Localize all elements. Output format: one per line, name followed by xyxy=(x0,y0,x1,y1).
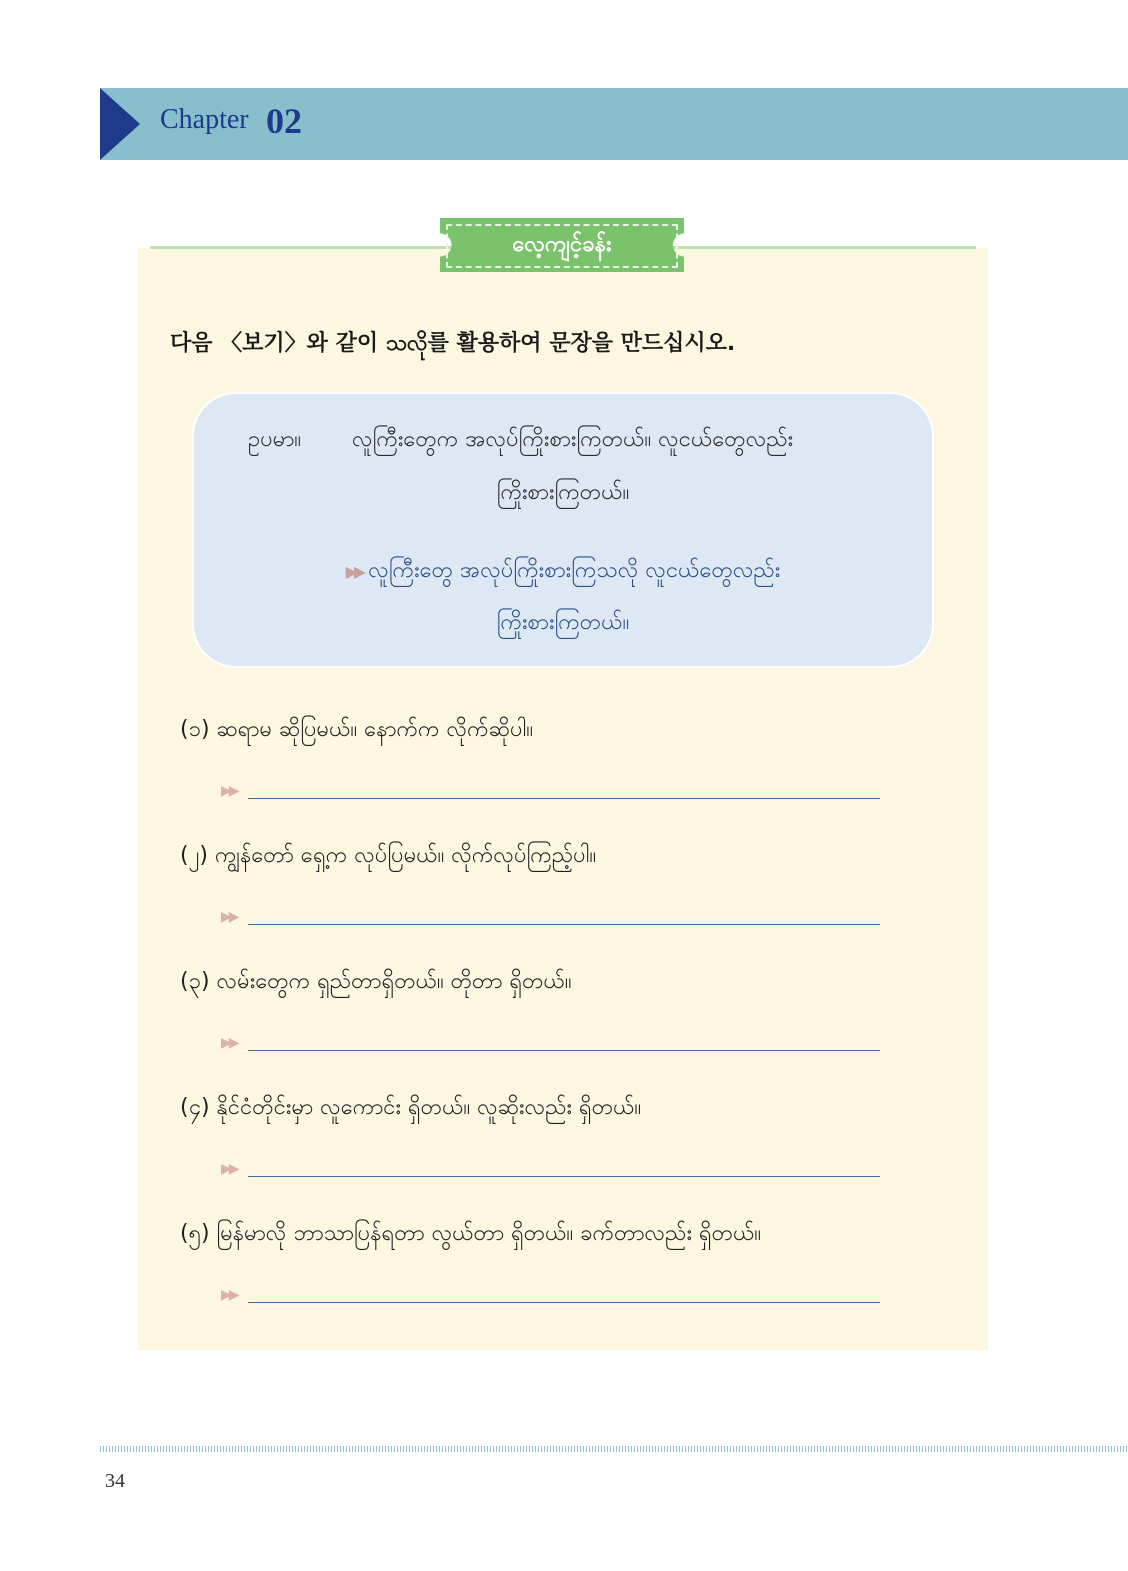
example-sentence-line1: လူကြီးတွေက အလုပ်ကြိုးစားကြတယ်။ လူငယ်တွေလည်း xyxy=(352,427,794,452)
question-3: (၃) လမ်းတွေက ရှည်တာရှိတယ်။ တိုတာ ရှိတယ်။ xyxy=(180,969,572,994)
question-4: (၄) နိုင်ငံတိုင်းမှာ လူကောင်း ရှိတယ်။ လူဆိုးလည်း ရှိတယ်။ xyxy=(180,1095,642,1120)
footer-dotted-rule xyxy=(100,1446,1128,1452)
example-answer-text1: လူကြီးတွေ အလုပ်ကြိုးစားကြသလို လူငယ်တွေလည်း xyxy=(368,558,781,583)
question-1: (၁) ဆရာမ ဆိုပြမယ်။ နောက်က လိုက်ဆိုပါ။ xyxy=(180,717,533,742)
chapter-arrow-icon xyxy=(100,88,140,160)
double-arrow-icon: ▶▶ xyxy=(221,1287,237,1303)
example-answer-line1 xyxy=(192,555,934,588)
double-arrow-icon: ▶▶ xyxy=(221,909,237,925)
double-arrow-icon: ▶▶ xyxy=(221,783,237,799)
example-answer-line2: ကြိုးစားကြတယ်။ xyxy=(496,610,630,635)
chapter-label: Chapter xyxy=(160,104,249,135)
question-2: (၂) ကျွန်တော် ရှေ့က လုပ်ပြမယ်။ လိုက်လုပ်ကြည့်ပါ။ xyxy=(180,843,597,868)
example-sentence-line2: ကြိုးစားကြတယ်။ xyxy=(496,480,630,505)
chapter-number: 02 xyxy=(266,101,302,141)
double-arrow-icon: ▶▶ xyxy=(221,1161,237,1177)
example-label: ဥပမာ။ xyxy=(248,427,302,452)
exercise-badge-label: လေ့ကျင့်ခန်း xyxy=(512,232,612,257)
page-number: 34 xyxy=(105,1470,125,1492)
answer-line-2[interactable] xyxy=(248,924,880,925)
question-5: (၅) မြန်မာလို ဘာသာပြန်ရတာ လွယ်တာ ရှိတယ်။ ခက်တာလည်း ရှိတယ်။ xyxy=(180,1221,762,1246)
answer-line-4[interactable] xyxy=(248,1176,880,1177)
answer-line-1[interactable] xyxy=(248,798,880,799)
double-arrow-icon: ▶▶ xyxy=(221,1035,237,1051)
double-arrow-icon: ▶▶ xyxy=(345,562,363,581)
exercise-instruction: 다음 〈보기〉와 같이 သလို를 활용하여 문장을 만드십시오. xyxy=(170,331,736,356)
chapter-header-bar xyxy=(100,88,1128,160)
answer-line-5[interactable] xyxy=(248,1302,880,1303)
answer-line-3[interactable] xyxy=(248,1050,880,1051)
